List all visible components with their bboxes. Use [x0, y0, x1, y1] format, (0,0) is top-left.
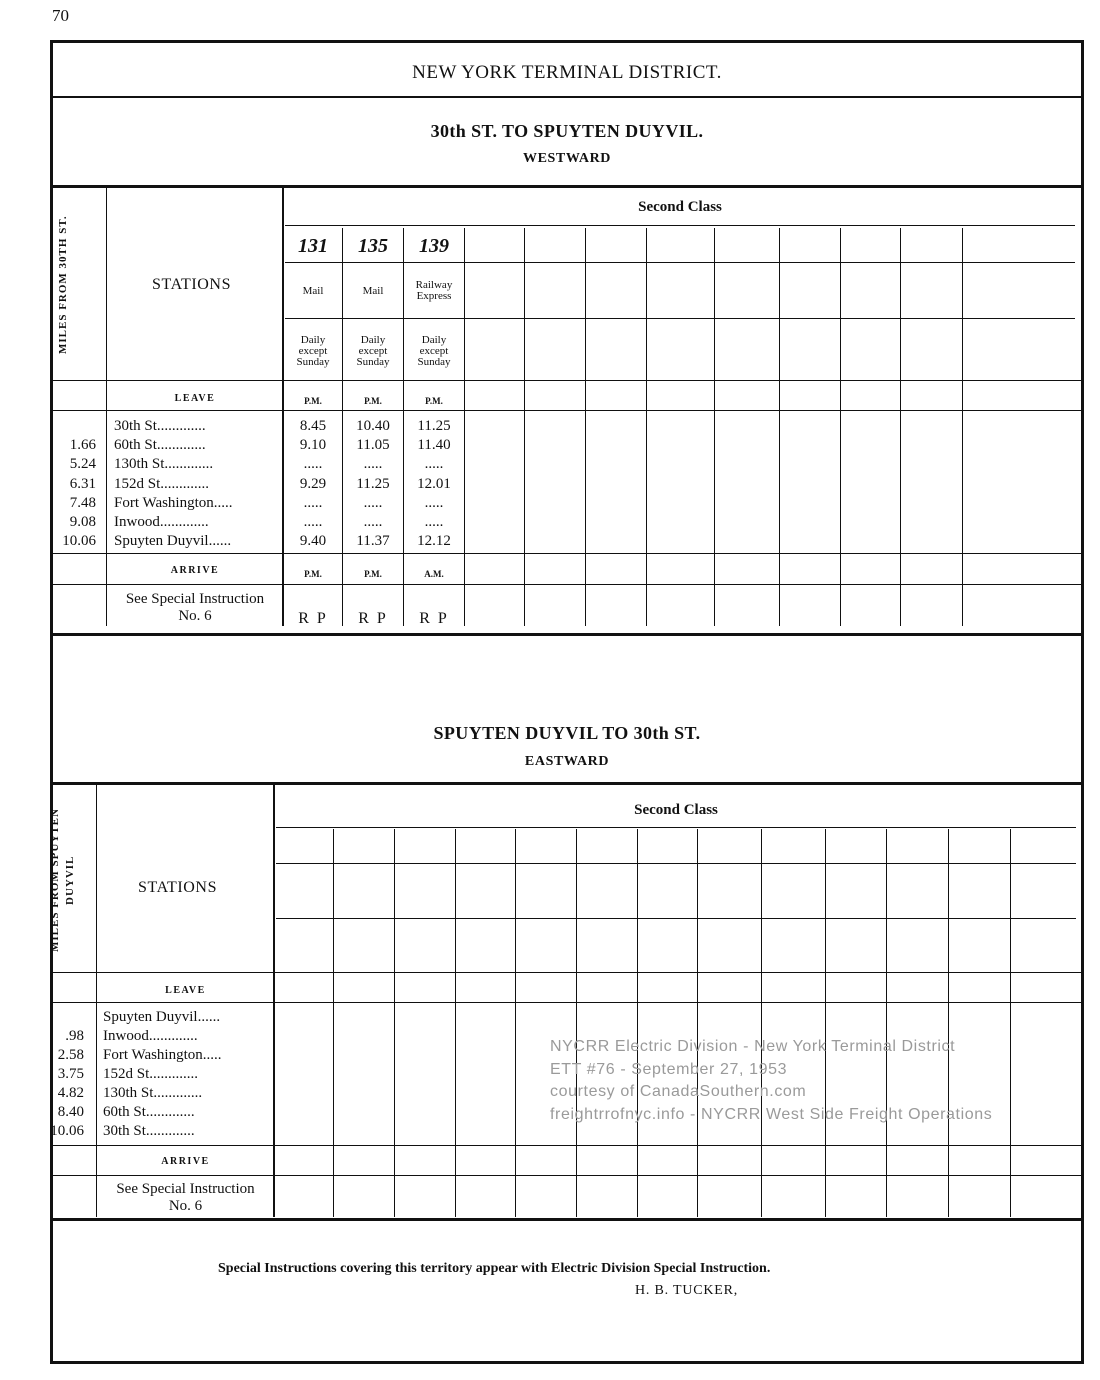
station-miles: 10.06 [50, 1123, 84, 1139]
watermark: NYCRR Electric Division - New York Terminal District ETT #76 - September 27, 1953 courtesy of CanadaSouthern.com freightrrofnyc.info - NYCRR West Side Freight Operations [550, 1038, 993, 1123]
station-name: Spuyten Duyvil...... [103, 1009, 221, 1025]
miles-header: MILES FROM SPUYTEN DUYVIL [49, 808, 76, 952]
station-name: Fort Washington..... [103, 1047, 222, 1063]
train-time: 11.37 [356, 533, 390, 550]
station-name: 152d St............. [114, 475, 210, 492]
arrive-label: ARRIVE [161, 1156, 210, 1167]
arrive-ampm: P.M. [304, 569, 322, 579]
station-miles: 9.08 [69, 514, 96, 530]
train-time: 11.25 [417, 418, 451, 434]
train-days: Daily except Sunday [417, 334, 451, 368]
page-number: 70 [52, 6, 69, 25]
train-days: Daily except Sunday [296, 334, 330, 368]
train-time: 11.25 [356, 475, 390, 492]
stations-header: STATIONS [138, 879, 218, 896]
district-title: NEW YORK TERMINAL DISTRICT. [412, 62, 722, 83]
eastward-title: SPUYTEN DUYVIL TO 30th ST. [433, 723, 701, 743]
stations-header: STATIONS [152, 276, 232, 293]
station-name: 30th St............. [103, 1123, 195, 1139]
station-miles: 3.75 [57, 1066, 84, 1082]
train-number: 139 [419, 235, 449, 257]
train-time: 11.40 [417, 437, 451, 454]
station-name: 130th St............. [114, 456, 214, 473]
table-top-rule [50, 185, 1084, 188]
train-time: ..... [424, 514, 444, 530]
special-instruction: See Special Instruction No. 6 [125, 591, 265, 624]
train-time: ..... [303, 514, 323, 530]
arrive-ampm: P.M. [364, 569, 382, 579]
station-miles: 6.31 [69, 475, 96, 492]
train-number: 135 [358, 235, 388, 257]
leave-label: LEAVE [165, 985, 206, 996]
station-name: Spuyten Duyvil...... [114, 533, 232, 550]
station-miles: 10.06 [62, 533, 96, 550]
train-time: ..... [303, 494, 323, 511]
train-time: 8.45 [299, 418, 327, 434]
train-number: 131 [298, 235, 328, 257]
eastward-direction: EASTWARD [524, 754, 610, 769]
station-name: Inwood............. [103, 1028, 198, 1044]
footer-note: Special Instructions covering this territory appear with Electric Division Special Instruction. [218, 1261, 771, 1276]
special-instruction: See Special Instruction No. 6 [116, 1181, 255, 1214]
leave-ampm: P.M. [364, 396, 382, 406]
station-name: 152d St............. [103, 1066, 199, 1082]
station-miles: 4.82 [57, 1085, 84, 1101]
station-miles: 7.48 [69, 494, 96, 511]
station-name: 60th St............. [103, 1104, 195, 1120]
train-note: R P [419, 610, 449, 627]
arrive-label: ARRIVE [170, 565, 220, 576]
arrive-ampm: A.M. [424, 569, 444, 579]
train-note: R P [358, 610, 388, 627]
class-header: Second Class [638, 199, 722, 215]
train-time: 11.05 [356, 437, 390, 454]
station-miles: 1.66 [69, 437, 96, 454]
train-note: R P [298, 610, 328, 627]
train-time: 9.10 [299, 437, 327, 454]
train-time: ..... [303, 456, 323, 473]
leave-ampm: P.M. [304, 396, 322, 406]
train-time: ..... [424, 494, 444, 511]
train-class: Mail [362, 285, 384, 297]
miles-header: MILES FROM 30TH ST. [57, 215, 69, 355]
divider [50, 96, 1084, 98]
train-time: 9.40 [299, 533, 327, 550]
station-name: Inwood............. [114, 514, 209, 530]
train-days: Daily except Sunday [356, 334, 390, 368]
train-time: ..... [424, 456, 444, 473]
westward-direction: WESTWARD [522, 151, 612, 166]
train-time: ..... [363, 494, 383, 511]
station-name: Fort Washington..... [114, 494, 233, 511]
train-time: ..... [363, 514, 383, 530]
train-time: 12.12 [417, 533, 451, 550]
leave-label: LEAVE [174, 393, 216, 404]
signature: H. B. TUCKER, [635, 1283, 739, 1298]
station-name: 130th St............. [103, 1085, 203, 1101]
train-time: 9.29 [299, 475, 327, 492]
westward-title: 30th ST. TO SPUYTEN DUYVIL. [430, 121, 704, 141]
station-miles: 8.40 [57, 1104, 84, 1120]
station-miles: 5.24 [69, 456, 96, 473]
station-name: 60th St............. [114, 437, 206, 454]
train-time: 12.01 [417, 475, 451, 492]
leave-ampm: P.M. [425, 396, 443, 406]
station-name: 30th St............. [114, 418, 206, 434]
train-class: Railway Express [415, 279, 453, 302]
station-miles: .98 [65, 1028, 84, 1044]
train-time: 10.40 [356, 418, 390, 434]
train-class: Mail [302, 285, 324, 297]
station-miles: 2.58 [57, 1047, 84, 1063]
class-header: Second Class [634, 802, 718, 818]
train-time: ..... [363, 456, 383, 473]
